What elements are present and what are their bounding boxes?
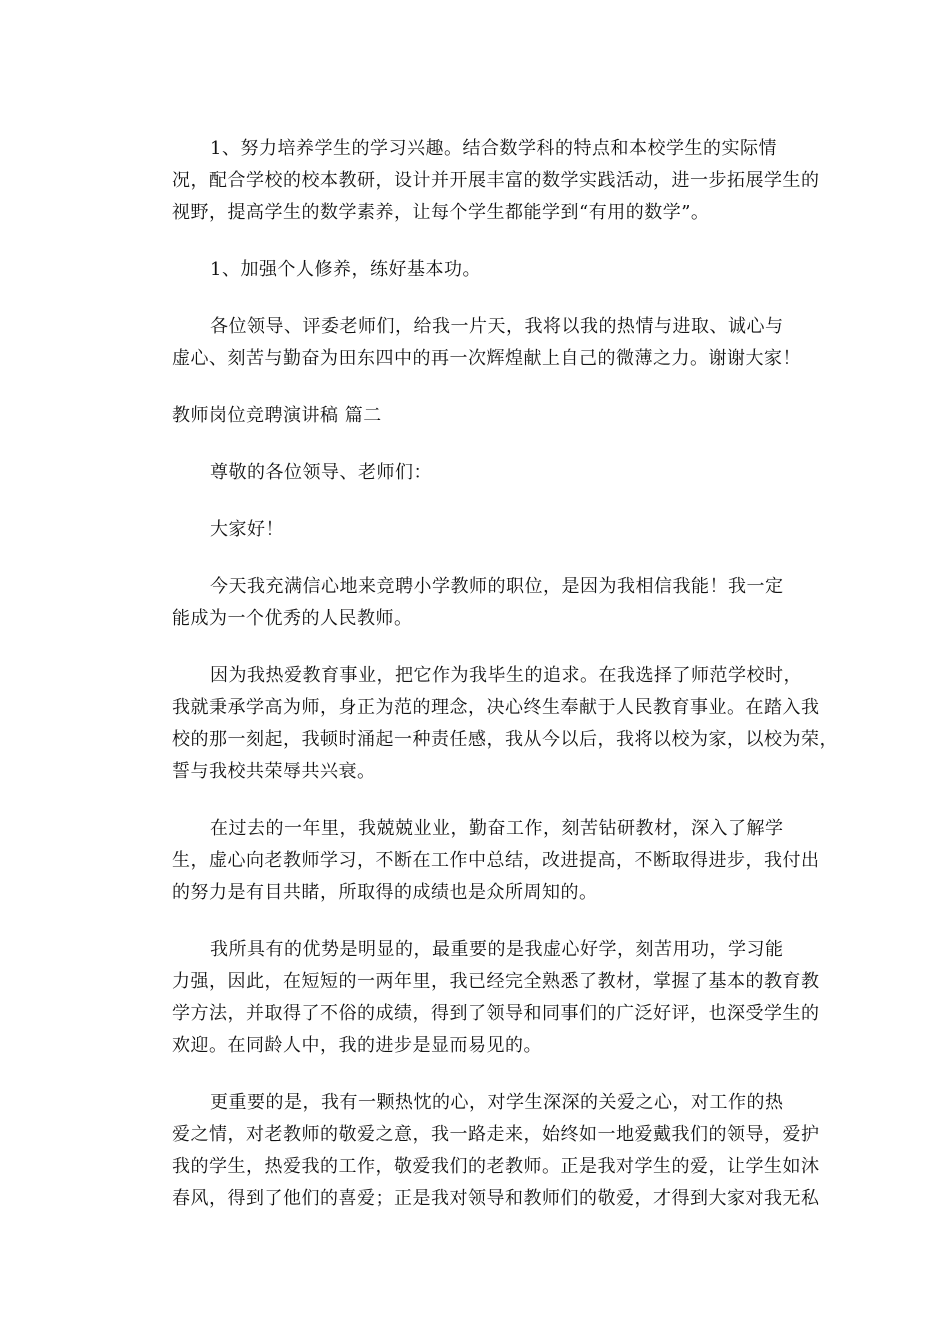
paragraph-line: 更重要的是，我有一颗热忱的心，对学生深深的关爱之心，对工作的热 bbox=[210, 1092, 784, 1113]
paragraph-line: 学方法，并取得了不俗的成绩，得到了领导和同事们的广泛好评，也深受学生的 bbox=[172, 1003, 820, 1024]
paragraph-line: 尊敬的各位领导、老师们： bbox=[210, 462, 432, 483]
paragraph-line: 因为我热爱教育事业，把它作为我毕生的追求。在我选择了师范学校时， bbox=[210, 665, 802, 686]
paragraph-line: 我就秉承学高为师，身正为范的理念，决心终生奉献于人民教育事业。在踏入我 bbox=[172, 697, 820, 718]
paragraph-line: 力强，因此，在短短的一两年里，我已经完全熟悉了教材，掌握了基本的教育教 bbox=[172, 971, 820, 992]
paragraph-4 bbox=[172, 457, 802, 489]
paragraph-line: 各位领导、评委老师们，给我一片天，我将以我的热情与进取、诚心与 bbox=[210, 316, 784, 337]
paragraph-line: 在过去的一年里，我兢兢业业，勤奋工作，刻苦钻研教材，深入了解学 bbox=[210, 818, 784, 839]
paragraph-2 bbox=[172, 254, 802, 286]
paragraph-line: 誓与我校共荣辱共兴衰。 bbox=[172, 761, 376, 782]
paragraph-10 bbox=[172, 1087, 820, 1215]
paragraph-line: 的努力是有目共睹，所取得的成绩也是众所周知的。 bbox=[172, 882, 598, 903]
paragraph-line: 虚心、刻苦与勤奋为田东四中的再一次辉煌献上自己的微薄之力。谢谢大家！ bbox=[172, 348, 801, 369]
section-heading: 教师岗位竞聘演讲稿 篇二 bbox=[172, 405, 382, 426]
paragraph-line: 我的学生，热爱我的工作，敬爱我们的老教师。正是我对学生的爱，让学生如沐 bbox=[172, 1156, 820, 1177]
paragraph-line: 生，虚心向老教师学习，不断在工作中总结，改进提高，不断取得进步，我付出 bbox=[172, 850, 820, 871]
paragraph-line: 1、努力培养学生的学习兴趣。结合数学科的特点和本校学生的实际情 bbox=[210, 138, 777, 159]
paragraph-line: 校的那一刻起，我顿时涌起一种责任感，我从今以后，我将以校为家，以校为荣， bbox=[172, 729, 838, 750]
paragraph-9 bbox=[172, 934, 820, 1062]
document-body bbox=[172, 133, 838, 1240]
paragraph-6 bbox=[172, 571, 802, 635]
paragraph-line: 视野，提高学生的数学素养，让每个学生都能学到“有用的数学”。 bbox=[172, 202, 710, 223]
paragraph-3 bbox=[172, 311, 802, 375]
paragraph-5 bbox=[172, 514, 802, 546]
paragraph-8 bbox=[172, 813, 820, 909]
paragraph-line: 大家好！ bbox=[210, 519, 284, 540]
paragraph-line: 今天我充满信心地来竞聘小学教师的职位，是因为我相信我能！我一定 bbox=[210, 576, 784, 597]
paragraph-line: 爱之情，对老教师的敬爱之意，我一路走来，始终如一地爱戴我们的领导，爱护 bbox=[172, 1124, 820, 1145]
paragraph-line: 况，配合学校的校本教研，设计并开展丰富的数学实践活动，进一步拓展学生的 bbox=[172, 170, 820, 191]
paragraph-line: 1、加强个人修养，练好基本功。 bbox=[210, 259, 481, 280]
paragraph-line: 春风，得到了他们的喜爱；正是我对领导和教师们的敬爱，才得到大家对我无私 bbox=[172, 1188, 820, 1209]
paragraph-line: 我所具有的优势是明显的，最重要的是我虚心好学，刻苦用功，学习能 bbox=[210, 939, 784, 960]
paragraph-1 bbox=[172, 133, 820, 229]
paragraph-7 bbox=[172, 660, 838, 788]
paragraph-line: 能成为一个优秀的人民教师。 bbox=[172, 608, 413, 629]
paragraph-line: 欢迎。在同龄人中，我的进步是显而易见的。 bbox=[172, 1035, 542, 1056]
